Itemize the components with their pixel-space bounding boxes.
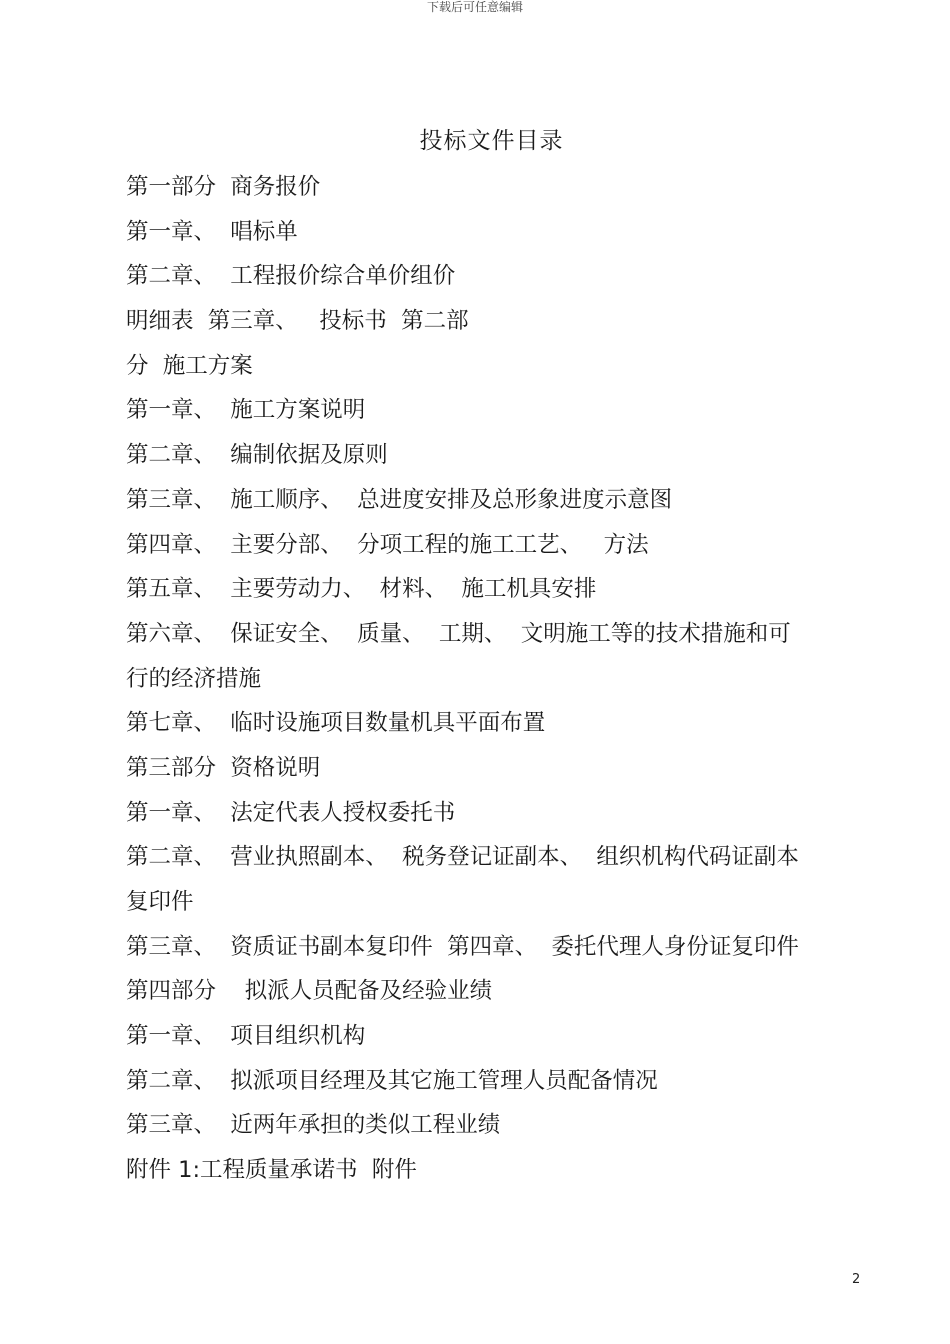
toc-line: 第一章、 项目组织机构: [126, 1023, 366, 1050]
document-title: 投标文件目录: [419, 128, 564, 154]
toc-line: 第一章、 施工方案说明: [126, 397, 366, 424]
toc-line: 第二章、 编制依据及原则: [126, 442, 388, 469]
toc-line: 第六章、 保证安全、 质量、 工期、 文明施工等的技术措施和可: [126, 620, 791, 647]
toc-line: 第七章、 临时设施项目数量机具平面布置: [126, 710, 546, 737]
toc-line: 第四章、 主要分部、 分项工程的施工工艺、 方法: [126, 531, 649, 558]
toc-line: 第一部分 商务报价: [126, 174, 321, 200]
toc-line: 第二章、 工程报价综合单价组价: [126, 263, 456, 290]
toc-line: 附件 1:工程质量承诺书 附件: [126, 1157, 417, 1184]
toc-line: 第三章、 资质证书副本复印件 第四章、 委托代理人身份证复印件: [126, 933, 799, 960]
toc-line: 明细表 第三章、 投标书 第二部: [126, 308, 469, 335]
toc-line: 第三部分 资格说明: [126, 754, 321, 781]
toc-line: 第一章、 法定代表人授权委托书: [126, 799, 456, 826]
toc-line: 第三章、 近两年承担的类似工程业绩: [126, 1112, 501, 1139]
toc-line: 第四部分 拟派人员配备及经验业绩: [126, 978, 493, 1005]
header-note: 下载后可任意编辑: [426, 0, 523, 14]
toc-line: 行的经济措施: [126, 665, 262, 692]
toc-line: 第五章、 主要劳动力、 材料、 施工机具安排: [126, 576, 597, 603]
page-number: 2: [852, 1272, 861, 1287]
toc-line: 分 施工方案: [126, 352, 253, 379]
toc-line: 第二章、 拟派项目经理及其它施工管理人员配备情况: [126, 1067, 658, 1094]
toc-line: 复印件: [126, 889, 194, 915]
toc-line: 第一章、 唱标单: [126, 218, 298, 245]
toc-line: 第三章、 施工顺序、 总进度安排及总形象进度示意图: [126, 486, 673, 513]
toc-line: 第二章、 营业执照副本、 税务登记证副本、 组织机构代码证副本: [126, 844, 799, 871]
table-of-contents: [126, 170, 866, 1198]
